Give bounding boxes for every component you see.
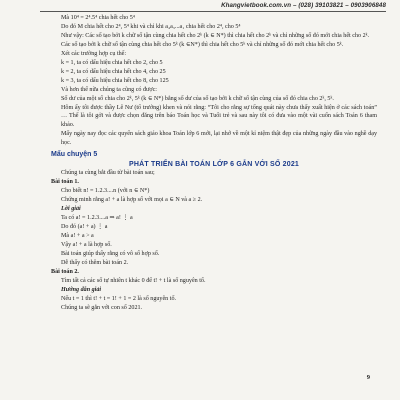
page-content: [51, 14, 377, 313]
header-divider: [40, 11, 386, 12]
paragraph: Số dư của một số chia cho 2ᵏ, 5ᵏ (k ∈ N*) bằng số dư của số tạo bởi k chữ số tận cùng của số đó chia cho 2ᵏ, 5ᵏ.: [61, 95, 334, 102]
problem-line: Chứng minh rằng a! + a là hợp số với mọi a ∈ N và a ≥ 2.: [61, 197, 203, 204]
solution-line: Do đó (a! + a) ⋮ a: [61, 223, 108, 230]
text-line: k = 1, ta có dấu hiệu chia hết cho 2, cho 5: [61, 59, 163, 66]
section-heading: Mẩu chuyện 5: [51, 151, 98, 159]
solution-line: Bài toán giúp thấy rằng có vô số hợp số.: [61, 250, 160, 257]
page-header: Khangvietbook.com.vn – (028) 39103821 – 0903906848: [221, 2, 386, 9]
text-line: Xét các trường hợp cụ thể:: [61, 50, 127, 57]
text-line: Mà 10⁴ = 2⁴.5⁴ chia hết cho 5⁴: [61, 15, 135, 21]
solution-label: Hướng dẫn giải: [61, 286, 102, 293]
solution-line: Chúng ta sẽ gắn với con số 2021.: [61, 304, 143, 311]
paragraph: Như vậy: Các số tạo bởi k chữ số tận cùng chia hết cho 2ᵏ (k ∈ N*) thì chia hết cho 2ᵏ và chỉ những số đó mới chia hết cho 2ᵏ.: [61, 32, 370, 39]
solution-line: Dễ thấy có thêm bài toán 2.: [61, 259, 129, 266]
problem-line: Cho biết n! = 1.2.3....n (với n ∈ N*): [61, 188, 150, 195]
paragraph: Các số tạo bởi k chữ số tận cùng chia hết cho 5ᵏ (k ∈N*) thì chia hết cho 5ᵏ và chỉ những số đó mới chia hết cho 5ᵏ.: [61, 41, 344, 48]
text-line: k = 3, ta có dấu hiệu chia hết cho 8, cho 125: [61, 77, 169, 84]
solution-line: Ta có a! = 1.2.3....a ⇒ a! ⋮ a: [61, 215, 133, 222]
text-line: Và hơn thế nữa chúng ta cũng có được:: [61, 86, 157, 93]
solution-line: Nếu t = 1 thì t! + t = 1! + 1 = 2 là số nguyên tố.: [61, 295, 177, 302]
section-intro: Chúng ta cùng bắt đầu từ bài toán sau;: [61, 170, 155, 177]
solution-label: Lời giải: [61, 206, 81, 213]
paragraph: Mấy ngày nay đọc các quyển sách giáo khoa Toán lớp 6 mới, lại nhớ về một kỉ niệm thật đẹp của những ngày đầu vào nghề dạy học.: [61, 131, 377, 147]
section-title: PHÁT TRIỂN BÀI TOÁN LỚP 6 GẮN VỚI SỐ 2021: [128, 161, 300, 169]
solution-line: Vậy a! + a là hợp số.: [61, 241, 112, 248]
problem-1-label: Bài toán 1.: [51, 179, 79, 186]
text-line: Do đó M chia hết cho 2⁴, 5⁴ khi và chỉ khi a₄a₃...a₁ chia hết cho 2⁴, cho 5⁴: [61, 23, 241, 30]
page-number: 9: [366, 374, 370, 381]
paragraph: Hôm ấy tôi được thầy Lê Nư (tổ trưởng) khen và nói rằng: “Tôi cho rằng sự tổng quát này chưa thấy xuất hiện ở các sách toán” … Thế là tôi gởi và được chọn đăng trên báo Toán học và Tuổi trẻ và sau này tôi có đưa vào một vài cuốn sách Toán 6 tham khảo.: [61, 104, 377, 129]
text-line: k = 2, ta có dấu hiệu chia hết cho 4, cho 25: [61, 68, 166, 75]
solution-line: Mà a! + a > a: [61, 232, 94, 239]
problem-line: Tìm tất cả các số tự nhiên t khác 0 để t! + t là số nguyên tố.: [61, 277, 206, 284]
problem-2-label: Bài toán 2.: [51, 268, 79, 275]
